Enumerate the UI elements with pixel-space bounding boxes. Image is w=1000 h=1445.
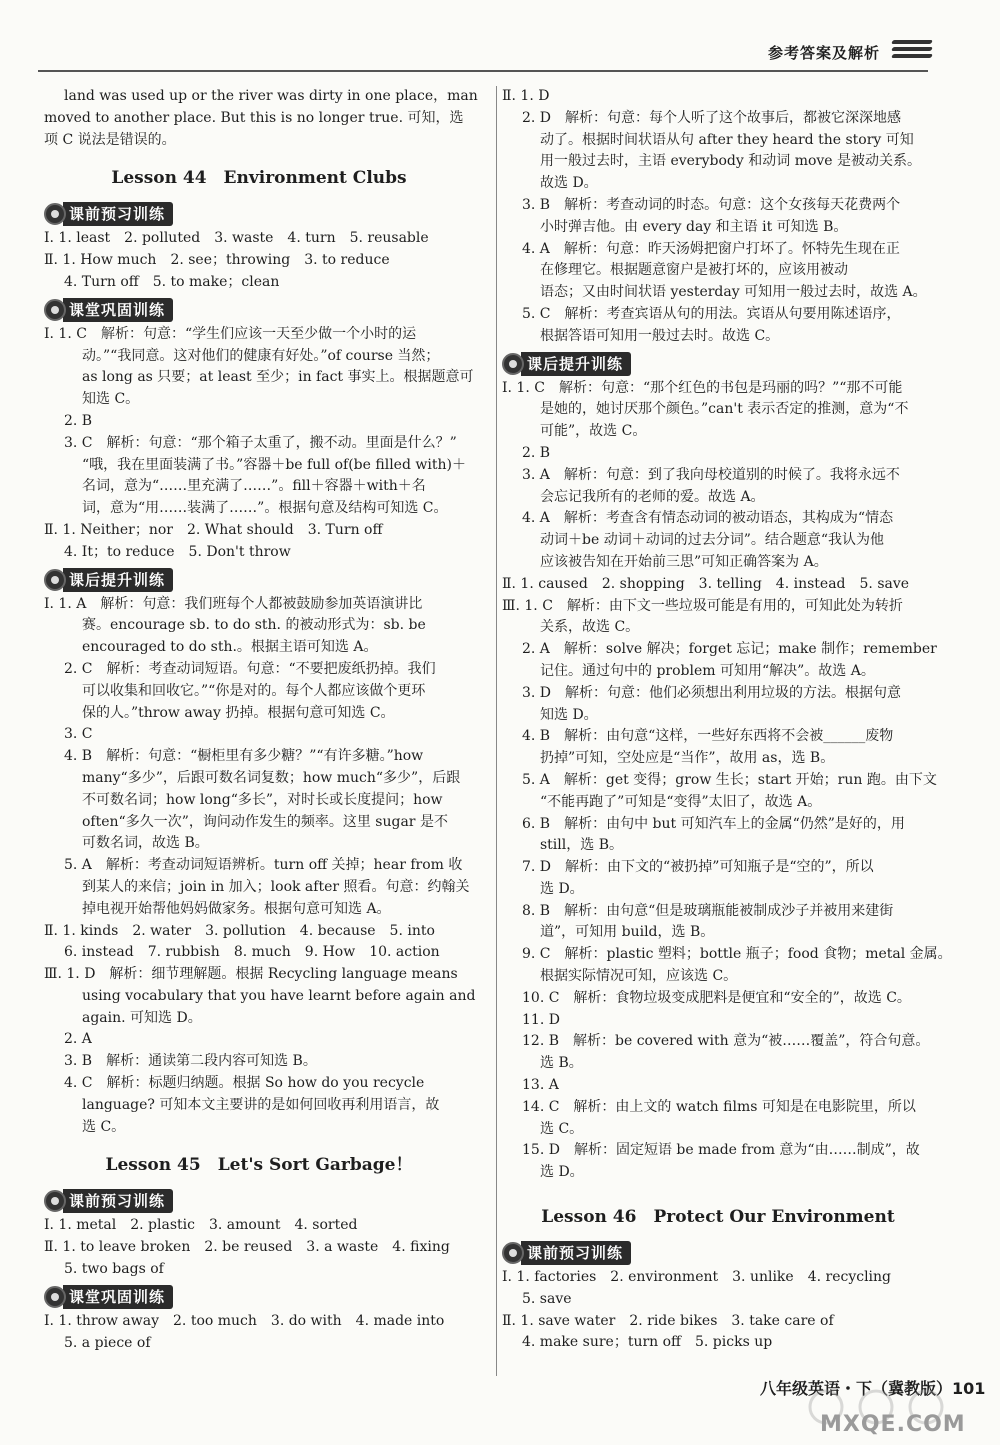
- answer-line: 4. A 解析：句意：昨天汤姆把窗户打坏了。怀特先生现在正: [522, 240, 900, 257]
- answer-line: 选 C。: [540, 1120, 584, 1137]
- answer-line: 不可数名词；how long“多长”，对时长或长度提问；how: [82, 791, 443, 808]
- answer-line: 动了。根据时间状语从句 after they heard the story 可知: [540, 131, 914, 148]
- answer-line: 动词＋be 动词＋动词的过去分词”。结合题意“我认为他: [540, 532, 885, 549]
- medal-icon: [44, 1286, 66, 1308]
- answer-line: 到某人的来信；join in 加入；look after 照看。句意：约翰关: [82, 878, 470, 895]
- answer-line: 5. C 解析：考查宾语从句的用法。宾语从句要用陈述语序，: [522, 305, 901, 322]
- answer-line: 2. A: [64, 1031, 92, 1048]
- answer-line: language? 可知本文主要讲的是如何回收再利用语言，故: [82, 1096, 440, 1113]
- answer-line: 9. C 解析：plastic 塑料；bottle 瓶子；food 食物；metal 金属。: [522, 946, 952, 963]
- answer-line: 6. instead 7. rubbish 8. much 9. How 10. action: [64, 944, 440, 961]
- answer-line: Ⅰ. 1. factories 2. environment 3. unlike 4. recycling: [502, 1269, 892, 1286]
- answer-line: 8. B 解析：由句意“但是玻璃瓶能被制成沙子并被用来建街: [522, 902, 894, 919]
- answer-line: 2. B: [64, 412, 93, 429]
- answer-line: 选 C。: [82, 1118, 126, 1135]
- answer-line: 3. D 解析：句意：他们必须想出利用垃圾的方法。根据句意: [522, 684, 902, 701]
- answer-line: 选 B。: [540, 1055, 583, 1072]
- answer-line: 用一般过去时，主语 everybody 和动词 move 是被动关系。: [540, 153, 922, 170]
- answer-line: 是她的，她讨厌那个颜色。”can't 表示否定的推测，意为“不: [540, 401, 909, 418]
- answer-line: 知选 C。: [82, 391, 140, 408]
- answer-line: Ⅰ. 1. C 解析：句意：“学生们应该一天至少做一个小时的运: [44, 325, 417, 342]
- intro-line: land was used up or the river was dirty in one place，man: [64, 88, 478, 104]
- intro-line: moved to another place. But this is no longer true. 可知，选: [44, 109, 464, 126]
- section-badge: [44, 298, 474, 322]
- section-badge: [502, 1241, 934, 1265]
- answer-line: 词，意为“用……装满了……”。根据句意及结构可知选 C。: [82, 500, 448, 517]
- answer-line: 在修理它。根据题意窗户是被打坏的，应该用被动: [540, 262, 848, 279]
- answer-line: 3. C 解析：句意：“那个箱子太重了，搬不动。里面是什么？”: [64, 434, 457, 451]
- section-label: 课后提升训练: [521, 352, 631, 376]
- section-badge: [44, 1285, 474, 1309]
- answer-line: 故选 D。: [540, 175, 598, 192]
- header-rule: [38, 70, 928, 72]
- right-column: [502, 86, 952, 1354]
- answer-line: Ⅱ. 1. Neither；nor 2. What should 3. Turn off: [44, 521, 383, 538]
- section-label: 课堂巩固训练: [63, 1285, 173, 1309]
- answer-line: “不能再跑了”可知是“变得”太旧了，故选 A。: [540, 793, 822, 810]
- answer-line: Ⅰ. 1. throw away 2. too much 3. do with 4. made into: [44, 1312, 445, 1329]
- answer-line: 3. A 解析：句意：到了我向母校道别的时候了。我将永远不: [522, 466, 900, 483]
- answer-line: Ⅰ. 1. A 解析：句意：我们班每个人都被鼓励参加英语演讲比: [44, 595, 423, 612]
- section-badge: [502, 352, 934, 376]
- answer-line: 15. D 解析：固定短语 be made from 意为“由……制成”，故: [522, 1142, 920, 1159]
- section-badge: [44, 202, 474, 226]
- answer-line: Ⅱ. 1. kinds 2. water 3. pollution 4. because 5. into: [44, 922, 435, 939]
- answer-line: 可以收集和回收它。”“你是对的。每个人都应该做个更环: [82, 682, 426, 699]
- answer-line: 12. B 解析：be covered with 意为“被……覆盖”，符合句意。: [522, 1033, 930, 1050]
- answer-line: 4. C 解析：标题归纳题。根据 So how do you recycle: [64, 1075, 425, 1092]
- answer-line: 选 D。: [540, 880, 584, 897]
- answer-line: 2. C 解析：考查动词短语。句意：“不要把废纸扔掉。我们: [64, 660, 436, 677]
- answer-line: Ⅱ. 1. to leave broken 2. be reused 3. a waste 4. fixing: [44, 1239, 450, 1256]
- answer-line: again. 可知选 D。: [82, 1009, 202, 1026]
- answer-line: 5. save: [522, 1290, 572, 1307]
- answer-line: 3. C: [64, 726, 93, 743]
- answer-line: 道”，可知用 build，选 B。: [540, 924, 715, 941]
- section-label: 课前预习训练: [63, 202, 173, 226]
- answer-line: 2. B: [522, 444, 551, 461]
- answer-line: Ⅰ. 1. C 解析：句意：“那个红色的书包是玛丽的吗？”“那不可能: [502, 379, 903, 396]
- answer-line: 4. A 解析：考查含有情态动词的被动语态，其构成为“情态: [522, 510, 894, 527]
- answer-line: encouraged to do sth.。根据主语可知选 A。: [82, 639, 378, 656]
- answer-line: 2. A 解析：solve 解决；forget 忘记；make 制作；remember: [522, 641, 937, 658]
- section-label: 课后提升训练: [63, 568, 173, 592]
- answer-line: 4. B 解析：由句意“这样，一些好东西将不会被______废物: [522, 728, 894, 745]
- answer-line: Ⅱ. 1. save water 2. ride bikes 3. take care of: [502, 1312, 834, 1329]
- answer-line: many“多少”，后跟可数名词复数；how much“多少”，后跟: [82, 769, 461, 786]
- medal-icon: [502, 353, 524, 375]
- section-label: 课前预习训练: [521, 1241, 631, 1265]
- column-divider: [496, 86, 497, 1376]
- answer-line: 14. C 解析：由上文的 watch films 可知是在电影院里，所以: [522, 1098, 916, 1115]
- lesson-45-title: Lesson 45 Let's Sort Garbage！: [105, 1155, 413, 1176]
- answer-line: Ⅱ. 1. D: [502, 88, 550, 104]
- section-label: 课堂巩固训练: [63, 298, 173, 322]
- answer-line: 赛。encourage sb. to do sth. 的被动形式为：sb. be: [82, 617, 426, 634]
- medal-icon: [502, 1242, 524, 1264]
- answer-line: 11. D: [522, 1011, 560, 1028]
- answer-line: “哦，我在里面装满了书。”容器＋be full of(be filled with)＋: [82, 456, 466, 473]
- answer-line: 4. make sure；turn off 5. picks up: [522, 1334, 773, 1351]
- section-label: 课前预习训练: [63, 1189, 173, 1213]
- answer-line: 会忘记我所有的老师的爱。故选 A。: [540, 488, 765, 505]
- answer-line: 记住。通过句中的 problem 可知用“解决”。故选 A。: [540, 662, 875, 679]
- lesson-46-title: Lesson 46 Protect Our Environment: [541, 1207, 895, 1228]
- answer-line: 知选 D。: [540, 706, 598, 723]
- answer-line: 根据答语可知用一般过去时。故选 C。: [540, 327, 780, 344]
- intro-line: 项 C 说法是错误的。: [44, 131, 176, 148]
- answer-line: 选 D。: [540, 1164, 584, 1181]
- answer-line: Ⅲ. 1. C 解析：由下文一些垃圾可能是有用的，可知此处为转折: [502, 597, 903, 614]
- medal-icon: [44, 569, 66, 591]
- left-column: [44, 86, 478, 1354]
- answer-line: 6. B 解析：由句中 but 可知汽车上的金属“仍然”是好的，用: [522, 815, 905, 832]
- lesson-44-title: Lesson 44 Environment Clubs: [111, 168, 407, 189]
- answer-line: using vocabulary that you have learnt before again and: [82, 987, 476, 1004]
- answer-line: 3. B 解析：通读第二段内容可知选 B。: [64, 1053, 317, 1070]
- answer-line: 5. A 解析：get 变得；grow 生长；start 开始；run 跑。由下文: [522, 771, 937, 788]
- answer-line: as long as 只要；at least 至少；in fact 事实上。根据题意可: [82, 369, 474, 386]
- answer-line: 可能”，故选 C。: [540, 423, 647, 440]
- answer-line: 10. C 解析：食物垃圾变成肥料是便宜和“安全的”，故选 C。: [522, 989, 911, 1006]
- answer-line: Ⅱ. 1. How much 2. see；throwing 3. to reduce: [44, 252, 390, 269]
- answer-line: often“多久一次”，询问动作发生的频率。这里 sugar 是不: [82, 813, 448, 830]
- answer-line: 应该被告知在开始前三思”可知正确答案为 A。: [540, 553, 828, 570]
- answer-line: 13. A: [522, 1077, 559, 1094]
- answer-line: 扔掉”可知，空处应是“当作”，故用 as，选 B。: [540, 750, 835, 767]
- answer-line: 3. B 解析：考查动词的时态。句意：这个女孩每天花费两个: [522, 196, 901, 213]
- answer-line: 动。”“我同意。这对他们的健康有好处。”of course 当然；: [82, 347, 440, 364]
- answer-line: 保的人。”throw away 扔掉。根据句意可知选 C。: [82, 704, 395, 721]
- answer-line: Ⅰ. 1. metal 2. plastic 3. amount 4. sorted: [44, 1217, 358, 1234]
- answer-line: Ⅱ. 1. caused 2. shopping 3. telling 4. instead 5. save: [502, 575, 910, 592]
- page-footer: 八年级英语・下（冀教版）101: [760, 1379, 986, 1398]
- answer-line: 7. D 解析：由下文的“被扔掉”可知瓶子是“空的”，所以: [522, 859, 874, 876]
- book-stack-icon: [892, 40, 932, 70]
- answer-line: still，选 B。: [540, 837, 623, 854]
- section-badge: [44, 568, 474, 592]
- answer-line: 4. B 解析：句意：“橱柜里有多少糖？”“有许多糖。”how: [64, 748, 424, 765]
- watermark-text: MXQE.COM: [820, 1412, 966, 1437]
- answer-line: 5. a piece of: [64, 1334, 151, 1351]
- answer-line: Ⅰ. 1. least 2. polluted 3. waste 4. turn 5. reusable: [44, 230, 429, 247]
- answer-line: 关系，故选 C。: [540, 619, 640, 636]
- answer-line: 语态；又由时间状语 yesterday 可知用一般过去时，故选 A。: [540, 284, 927, 301]
- answer-line: 掉电视开始帮他妈妈做家务。根据句意可知选 A。: [82, 900, 391, 917]
- answer-line: 4. Turn off 5. to make；clean: [64, 273, 280, 290]
- answer-line: 5. two bags of: [64, 1261, 164, 1278]
- answer-line: Ⅲ. 1. D 解析：细节理解题。根据 Recycling language means: [44, 966, 458, 983]
- medal-icon: [44, 299, 66, 321]
- answer-line: 4. It；to reduce 5. Don't throw: [64, 543, 291, 560]
- answer-line: 可数名词，故选 B。: [82, 835, 209, 852]
- answer-line: 5. A 解析：考查动词短语辨析。turn off 关掉；hear from 收: [64, 857, 463, 874]
- section-badge: [44, 1189, 474, 1213]
- answer-line: 根据实际情况可知，应该选 C。: [540, 968, 738, 985]
- answer-line: 2. D 解析：句意：每个人听了这个故事后，都被它深深地感: [522, 109, 902, 126]
- header-title: 参考答案及解析: [768, 44, 881, 62]
- answer-line: 名词，意为“……里充满了……”。fill＋容器＋with＋名: [82, 478, 426, 495]
- answer-line: 小时弹吉他。由 every day 和主语 it 可知选 B。: [540, 218, 848, 235]
